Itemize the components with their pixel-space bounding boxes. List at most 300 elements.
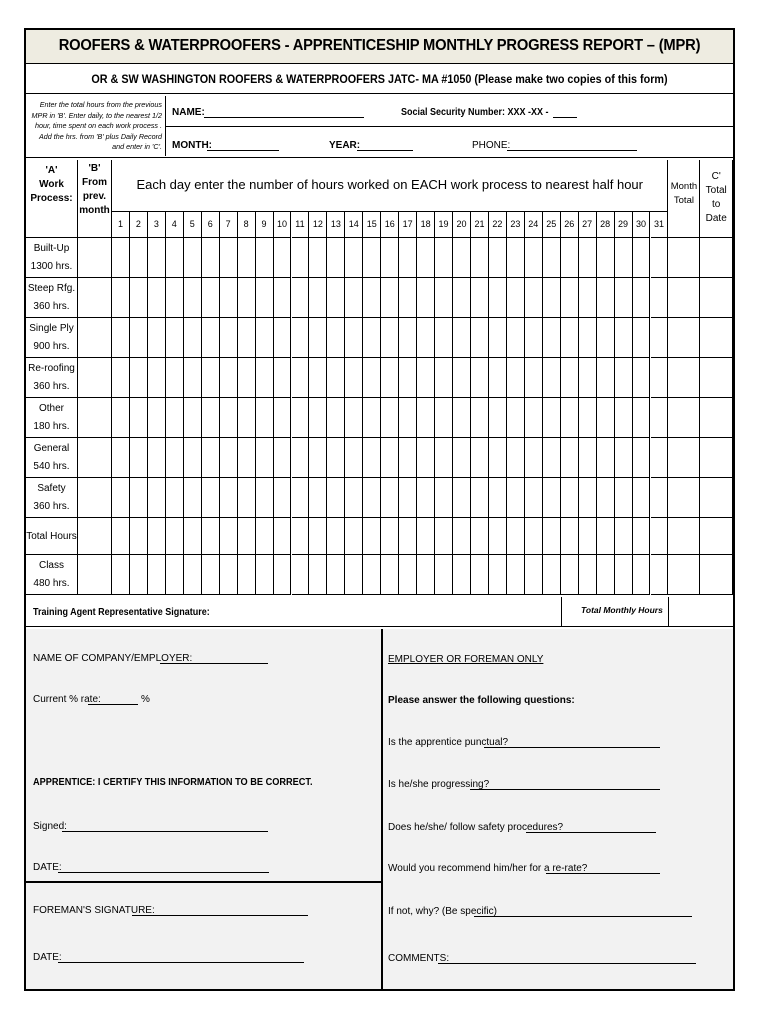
day-hours-cell[interactable]	[345, 278, 363, 318]
day-hours-cell[interactable]	[381, 555, 399, 595]
day-hours-cell[interactable]	[309, 238, 327, 278]
day-hours-cell[interactable]	[381, 478, 399, 518]
day-hours-cell[interactable]	[292, 318, 310, 358]
month-total-cell[interactable]	[668, 318, 700, 358]
day-hours-cell[interactable]	[597, 478, 615, 518]
day-hours-cell[interactable]	[274, 555, 292, 595]
day-hours-cell[interactable]	[399, 398, 417, 438]
day-hours-cell[interactable]	[381, 438, 399, 478]
day-hours-cell[interactable]	[292, 358, 310, 398]
day-hours-cell[interactable]	[525, 318, 543, 358]
day-hours-cell[interactable]	[579, 478, 597, 518]
day-hours-cell[interactable]	[184, 238, 202, 278]
day-hours-cell[interactable]	[597, 318, 615, 358]
day-hours-cell[interactable]	[471, 358, 489, 398]
day-hours-cell[interactable]	[525, 398, 543, 438]
day-hours-cell[interactable]	[381, 278, 399, 318]
day-hours-cell[interactable]	[274, 278, 292, 318]
day-hours-cell[interactable]	[615, 278, 633, 318]
day-hours-cell[interactable]	[256, 318, 274, 358]
day-hours-cell[interactable]	[184, 358, 202, 398]
month-total-cell[interactable]	[668, 358, 700, 398]
day-hours-cell[interactable]	[615, 358, 633, 398]
day-hours-cell[interactable]	[130, 318, 148, 358]
day-hours-cell[interactable]	[238, 518, 256, 555]
day-hours-cell[interactable]	[471, 438, 489, 478]
day-hours-cell[interactable]	[256, 238, 274, 278]
day-hours-cell[interactable]	[309, 478, 327, 518]
day-hours-cell[interactable]	[471, 398, 489, 438]
day-hours-cell[interactable]	[148, 518, 166, 555]
day-hours-cell[interactable]	[130, 555, 148, 595]
prev-month-cell[interactable]	[78, 478, 112, 518]
day-hours-cell[interactable]	[633, 278, 651, 318]
prev-month-cell[interactable]	[78, 518, 112, 555]
month-total-cell[interactable]	[668, 478, 700, 518]
day-hours-cell[interactable]	[112, 518, 130, 555]
day-hours-cell[interactable]	[453, 555, 471, 595]
q-rerate-field[interactable]	[546, 864, 660, 874]
day-hours-cell[interactable]	[507, 358, 525, 398]
day-hours-cell[interactable]	[112, 318, 130, 358]
day-hours-cell[interactable]	[651, 358, 669, 398]
day-hours-cell[interactable]	[202, 478, 220, 518]
day-hours-cell[interactable]	[112, 278, 130, 318]
day-hours-cell[interactable]	[597, 518, 615, 555]
day-hours-cell[interactable]	[597, 358, 615, 398]
day-hours-cell[interactable]	[651, 438, 669, 478]
day-hours-cell[interactable]	[489, 358, 507, 398]
day-hours-cell[interactable]	[363, 318, 381, 358]
day-hours-cell[interactable]	[345, 438, 363, 478]
q-why-field[interactable]	[474, 907, 692, 917]
day-hours-cell[interactable]	[561, 278, 579, 318]
day-hours-cell[interactable]	[381, 238, 399, 278]
day-hours-cell[interactable]	[399, 438, 417, 478]
day-hours-cell[interactable]	[651, 518, 669, 555]
day-hours-cell[interactable]	[202, 318, 220, 358]
day-hours-cell[interactable]	[327, 318, 345, 358]
month-total-cell[interactable]	[668, 438, 700, 478]
day-hours-cell[interactable]	[238, 358, 256, 398]
day-hours-cell[interactable]	[381, 398, 399, 438]
day-hours-cell[interactable]	[327, 518, 345, 555]
day-hours-cell[interactable]	[274, 518, 292, 555]
day-hours-cell[interactable]	[633, 318, 651, 358]
day-hours-cell[interactable]	[184, 438, 202, 478]
month-field[interactable]	[207, 141, 279, 151]
day-hours-cell[interactable]	[309, 398, 327, 438]
day-hours-cell[interactable]	[633, 555, 651, 595]
day-hours-cell[interactable]	[579, 238, 597, 278]
day-hours-cell[interactable]	[309, 358, 327, 398]
total-to-date-cell[interactable]	[700, 555, 733, 595]
day-hours-cell[interactable]	[597, 238, 615, 278]
total-to-date-cell[interactable]	[700, 318, 733, 358]
day-hours-cell[interactable]	[543, 478, 561, 518]
prev-month-cell[interactable]	[78, 555, 112, 595]
day-hours-cell[interactable]	[489, 398, 507, 438]
prev-month-cell[interactable]	[78, 438, 112, 478]
day-hours-cell[interactable]	[651, 555, 669, 595]
day-hours-cell[interactable]	[220, 278, 238, 318]
day-hours-cell[interactable]	[435, 555, 453, 595]
day-hours-cell[interactable]	[327, 278, 345, 318]
day-hours-cell[interactable]	[453, 318, 471, 358]
day-hours-cell[interactable]	[435, 518, 453, 555]
day-hours-cell[interactable]	[130, 238, 148, 278]
ssn-field[interactable]	[553, 108, 577, 118]
prev-month-cell[interactable]	[78, 318, 112, 358]
day-hours-cell[interactable]	[471, 518, 489, 555]
day-hours-cell[interactable]	[561, 318, 579, 358]
company-field[interactable]	[160, 654, 268, 664]
day-hours-cell[interactable]	[615, 555, 633, 595]
day-hours-cell[interactable]	[651, 478, 669, 518]
day-hours-cell[interactable]	[112, 238, 130, 278]
day-hours-cell[interactable]	[579, 518, 597, 555]
day-hours-cell[interactable]	[615, 438, 633, 478]
day-hours-cell[interactable]	[561, 478, 579, 518]
day-hours-cell[interactable]	[363, 358, 381, 398]
day-hours-cell[interactable]	[166, 238, 184, 278]
day-hours-cell[interactable]	[130, 358, 148, 398]
day-hours-cell[interactable]	[202, 555, 220, 595]
day-hours-cell[interactable]	[309, 438, 327, 478]
day-hours-cell[interactable]	[525, 555, 543, 595]
total-to-date-cell[interactable]	[700, 358, 733, 398]
day-hours-cell[interactable]	[525, 518, 543, 555]
day-hours-cell[interactable]	[399, 358, 417, 398]
date2-field[interactable]	[58, 953, 304, 963]
day-hours-cell[interactable]	[220, 478, 238, 518]
day-hours-cell[interactable]	[148, 358, 166, 398]
day-hours-cell[interactable]	[274, 438, 292, 478]
day-hours-cell[interactable]	[130, 478, 148, 518]
day-hours-cell[interactable]	[292, 478, 310, 518]
day-hours-cell[interactable]	[363, 398, 381, 438]
day-hours-cell[interactable]	[256, 438, 274, 478]
day-hours-cell[interactable]	[453, 238, 471, 278]
day-hours-cell[interactable]	[579, 358, 597, 398]
day-hours-cell[interactable]	[489, 278, 507, 318]
day-hours-cell[interactable]	[363, 438, 381, 478]
day-hours-cell[interactable]	[525, 478, 543, 518]
day-hours-cell[interactable]	[543, 278, 561, 318]
day-hours-cell[interactable]	[148, 278, 166, 318]
day-hours-cell[interactable]	[435, 238, 453, 278]
rate-field[interactable]	[88, 695, 138, 705]
q-safety-field[interactable]	[526, 823, 656, 833]
day-hours-cell[interactable]	[238, 318, 256, 358]
day-hours-cell[interactable]	[471, 555, 489, 595]
day-hours-cell[interactable]	[525, 238, 543, 278]
day-hours-cell[interactable]	[453, 518, 471, 555]
day-hours-cell[interactable]	[489, 318, 507, 358]
total-to-date-cell[interactable]	[700, 438, 733, 478]
day-hours-cell[interactable]	[202, 518, 220, 555]
total-to-date-cell[interactable]	[700, 478, 733, 518]
day-hours-cell[interactable]	[597, 398, 615, 438]
day-hours-cell[interactable]	[543, 555, 561, 595]
day-hours-cell[interactable]	[633, 398, 651, 438]
day-hours-cell[interactable]	[507, 238, 525, 278]
day-hours-cell[interactable]	[309, 318, 327, 358]
day-hours-cell[interactable]	[399, 555, 417, 595]
day-hours-cell[interactable]	[166, 358, 184, 398]
day-hours-cell[interactable]	[579, 438, 597, 478]
day-hours-cell[interactable]	[579, 398, 597, 438]
day-hours-cell[interactable]	[202, 398, 220, 438]
day-hours-cell[interactable]	[345, 238, 363, 278]
day-hours-cell[interactable]	[327, 238, 345, 278]
day-hours-cell[interactable]	[345, 318, 363, 358]
day-hours-cell[interactable]	[399, 518, 417, 555]
day-hours-cell[interactable]	[112, 438, 130, 478]
day-hours-cell[interactable]	[435, 438, 453, 478]
month-total-cell[interactable]	[668, 238, 700, 278]
day-hours-cell[interactable]	[453, 278, 471, 318]
prev-month-cell[interactable]	[78, 278, 112, 318]
date-field[interactable]	[58, 863, 269, 873]
day-hours-cell[interactable]	[615, 478, 633, 518]
day-hours-cell[interactable]	[345, 358, 363, 398]
day-hours-cell[interactable]	[435, 358, 453, 398]
day-hours-cell[interactable]	[417, 555, 435, 595]
day-hours-cell[interactable]	[238, 438, 256, 478]
day-hours-cell[interactable]	[561, 438, 579, 478]
day-hours-cell[interactable]	[381, 358, 399, 398]
day-hours-cell[interactable]	[238, 398, 256, 438]
day-hours-cell[interactable]	[471, 278, 489, 318]
day-hours-cell[interactable]	[417, 438, 435, 478]
day-hours-cell[interactable]	[633, 238, 651, 278]
day-hours-cell[interactable]	[597, 438, 615, 478]
day-hours-cell[interactable]	[112, 358, 130, 398]
day-hours-cell[interactable]	[597, 278, 615, 318]
day-hours-cell[interactable]	[417, 278, 435, 318]
day-hours-cell[interactable]	[220, 438, 238, 478]
day-hours-cell[interactable]	[525, 358, 543, 398]
day-hours-cell[interactable]	[507, 555, 525, 595]
day-hours-cell[interactable]	[202, 438, 220, 478]
day-hours-cell[interactable]	[238, 238, 256, 278]
day-hours-cell[interactable]	[112, 398, 130, 438]
day-hours-cell[interactable]	[238, 278, 256, 318]
day-hours-cell[interactable]	[327, 398, 345, 438]
day-hours-cell[interactable]	[453, 478, 471, 518]
day-hours-cell[interactable]	[148, 318, 166, 358]
day-hours-cell[interactable]	[327, 555, 345, 595]
day-hours-cell[interactable]	[309, 278, 327, 318]
day-hours-cell[interactable]	[345, 478, 363, 518]
day-hours-cell[interactable]	[292, 518, 310, 555]
day-hours-cell[interactable]	[202, 238, 220, 278]
day-hours-cell[interactable]	[202, 358, 220, 398]
day-hours-cell[interactable]	[381, 318, 399, 358]
day-hours-cell[interactable]	[579, 318, 597, 358]
day-hours-cell[interactable]	[399, 278, 417, 318]
day-hours-cell[interactable]	[399, 238, 417, 278]
day-hours-cell[interactable]	[471, 238, 489, 278]
total-to-date-cell[interactable]	[700, 518, 733, 555]
comments-field[interactable]	[438, 954, 696, 964]
day-hours-cell[interactable]	[615, 518, 633, 555]
day-hours-cell[interactable]	[543, 318, 561, 358]
day-hours-cell[interactable]	[543, 438, 561, 478]
day-hours-cell[interactable]	[148, 478, 166, 518]
day-hours-cell[interactable]	[633, 518, 651, 555]
day-hours-cell[interactable]	[561, 555, 579, 595]
day-hours-cell[interactable]	[202, 278, 220, 318]
day-hours-cell[interactable]	[561, 518, 579, 555]
month-total-cell[interactable]	[668, 555, 700, 595]
day-hours-cell[interactable]	[274, 478, 292, 518]
day-hours-cell[interactable]	[184, 518, 202, 555]
day-hours-cell[interactable]	[184, 278, 202, 318]
day-hours-cell[interactable]	[453, 398, 471, 438]
month-total-cell[interactable]	[668, 278, 700, 318]
day-hours-cell[interactable]	[220, 398, 238, 438]
day-hours-cell[interactable]	[651, 398, 669, 438]
day-hours-cell[interactable]	[130, 398, 148, 438]
day-hours-cell[interactable]	[597, 555, 615, 595]
day-hours-cell[interactable]	[543, 398, 561, 438]
day-hours-cell[interactable]	[525, 278, 543, 318]
day-hours-cell[interactable]	[363, 278, 381, 318]
day-hours-cell[interactable]	[489, 438, 507, 478]
day-hours-cell[interactable]	[256, 555, 274, 595]
day-hours-cell[interactable]	[166, 278, 184, 318]
day-hours-cell[interactable]	[381, 518, 399, 555]
day-hours-cell[interactable]	[148, 238, 166, 278]
day-hours-cell[interactable]	[345, 398, 363, 438]
day-hours-cell[interactable]	[507, 398, 525, 438]
day-hours-cell[interactable]	[274, 358, 292, 398]
day-hours-cell[interactable]	[435, 398, 453, 438]
day-hours-cell[interactable]	[345, 555, 363, 595]
day-hours-cell[interactable]	[148, 398, 166, 438]
day-hours-cell[interactable]	[166, 438, 184, 478]
day-hours-cell[interactable]	[615, 318, 633, 358]
day-hours-cell[interactable]	[453, 358, 471, 398]
day-hours-cell[interactable]	[345, 518, 363, 555]
day-hours-cell[interactable]	[489, 518, 507, 555]
day-hours-cell[interactable]	[130, 438, 148, 478]
day-hours-cell[interactable]	[292, 555, 310, 595]
day-hours-cell[interactable]	[435, 478, 453, 518]
day-hours-cell[interactable]	[220, 518, 238, 555]
day-hours-cell[interactable]	[651, 238, 669, 278]
day-hours-cell[interactable]	[489, 238, 507, 278]
q-punctual-field[interactable]	[484, 738, 660, 748]
day-hours-cell[interactable]	[327, 358, 345, 398]
day-hours-cell[interactable]	[166, 318, 184, 358]
day-hours-cell[interactable]	[633, 478, 651, 518]
day-hours-cell[interactable]	[507, 278, 525, 318]
day-hours-cell[interactable]	[112, 555, 130, 595]
day-hours-cell[interactable]	[507, 438, 525, 478]
day-hours-cell[interactable]	[525, 438, 543, 478]
day-hours-cell[interactable]	[130, 278, 148, 318]
prev-month-cell[interactable]	[78, 398, 112, 438]
day-hours-cell[interactable]	[148, 438, 166, 478]
day-hours-cell[interactable]	[238, 478, 256, 518]
day-hours-cell[interactable]	[507, 318, 525, 358]
total-to-date-cell[interactable]	[700, 398, 733, 438]
day-hours-cell[interactable]	[166, 478, 184, 518]
day-hours-cell[interactable]	[256, 358, 274, 398]
day-hours-cell[interactable]	[489, 555, 507, 595]
day-hours-cell[interactable]	[579, 278, 597, 318]
day-hours-cell[interactable]	[435, 278, 453, 318]
day-hours-cell[interactable]	[363, 518, 381, 555]
day-hours-cell[interactable]	[309, 518, 327, 555]
name-field[interactable]	[204, 108, 364, 118]
day-hours-cell[interactable]	[292, 398, 310, 438]
day-hours-cell[interactable]	[399, 318, 417, 358]
day-hours-cell[interactable]	[220, 555, 238, 595]
day-hours-cell[interactable]	[561, 398, 579, 438]
day-hours-cell[interactable]	[651, 278, 669, 318]
day-hours-cell[interactable]	[363, 238, 381, 278]
day-hours-cell[interactable]	[292, 278, 310, 318]
month-total-cell[interactable]	[668, 398, 700, 438]
day-hours-cell[interactable]	[417, 518, 435, 555]
day-hours-cell[interactable]	[417, 358, 435, 398]
day-hours-cell[interactable]	[166, 518, 184, 555]
day-hours-cell[interactable]	[453, 438, 471, 478]
day-hours-cell[interactable]	[292, 238, 310, 278]
day-hours-cell[interactable]	[561, 238, 579, 278]
day-hours-cell[interactable]	[543, 358, 561, 398]
day-hours-cell[interactable]	[417, 478, 435, 518]
day-hours-cell[interactable]	[471, 318, 489, 358]
day-hours-cell[interactable]	[274, 318, 292, 358]
day-hours-cell[interactable]	[561, 358, 579, 398]
day-hours-cell[interactable]	[489, 478, 507, 518]
day-hours-cell[interactable]	[274, 398, 292, 438]
day-hours-cell[interactable]	[417, 318, 435, 358]
day-hours-cell[interactable]	[220, 238, 238, 278]
day-hours-cell[interactable]	[238, 555, 256, 595]
phone-field[interactable]	[507, 141, 637, 151]
day-hours-cell[interactable]	[399, 478, 417, 518]
day-hours-cell[interactable]	[633, 358, 651, 398]
day-hours-cell[interactable]	[166, 398, 184, 438]
day-hours-cell[interactable]	[220, 318, 238, 358]
day-hours-cell[interactable]	[148, 555, 166, 595]
day-hours-cell[interactable]	[184, 398, 202, 438]
day-hours-cell[interactable]	[130, 518, 148, 555]
day-hours-cell[interactable]	[615, 238, 633, 278]
year-field[interactable]	[357, 141, 413, 151]
day-hours-cell[interactable]	[184, 555, 202, 595]
total-to-date-cell[interactable]	[700, 238, 733, 278]
foreman-signature-field[interactable]	[132, 906, 308, 916]
day-hours-cell[interactable]	[327, 438, 345, 478]
day-hours-cell[interactable]	[256, 278, 274, 318]
day-hours-cell[interactable]	[256, 518, 274, 555]
day-hours-cell[interactable]	[256, 478, 274, 518]
day-hours-cell[interactable]	[309, 555, 327, 595]
day-hours-cell[interactable]	[651, 318, 669, 358]
day-hours-cell[interactable]	[184, 318, 202, 358]
day-hours-cell[interactable]	[327, 478, 345, 518]
day-hours-cell[interactable]	[471, 478, 489, 518]
day-hours-cell[interactable]	[543, 238, 561, 278]
day-hours-cell[interactable]	[417, 398, 435, 438]
